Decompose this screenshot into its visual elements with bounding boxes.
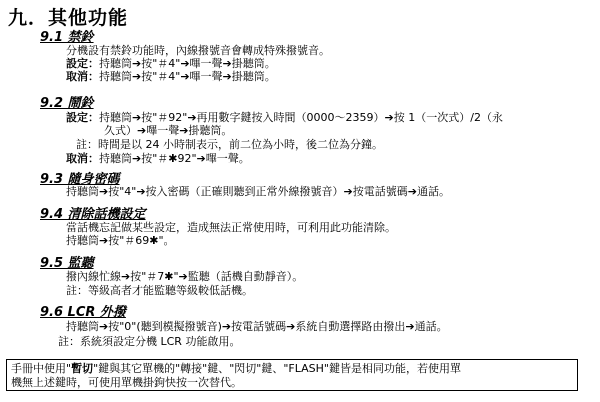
cancel-steps: 持聽筒➔按"＃4"➔嗶一聲➔掛聽筒。: [99, 70, 276, 83]
section-9-1-setting: [66, 57, 276, 70]
note-line-1: 手冊中使用"暫切"鍵與其它單機的"轉接"鍵、"閃切"鍵、"FLASH"鍵皆是相同功能，若使用單: [11, 362, 461, 375]
section-9-2-setting-cont: 久式）➔嗶一聲➔掛聽筒。: [104, 124, 233, 137]
section-title-9-1: 9.1 禁鈴: [40, 30, 94, 45]
setting-steps: 持聽筒➔按"＃92"➔再用數字鍵按入時間（0000～2359）➔按 1（一次式）/2（永: [99, 111, 503, 124]
section-title-9-6: 9.6 LCR 外撥: [40, 305, 126, 320]
section-9-4-steps: 持聽筒➔按"＃69✱"。: [66, 234, 175, 247]
section-title-9-3: 9.3 隨身密碼: [40, 172, 120, 187]
section-9-5-description: 撥內線忙線➔按"＃7✱"➔監聽（話機自動靜音）。: [66, 270, 304, 283]
note-line-2: 機無上述鍵時，可使用單機掛鉤快按一次替代。: [11, 376, 242, 389]
section-9-3-description: 持聽筒➔按"4"➔按入密碼（正確則聽到正常外線撥號音）➔按電話號碼➔通話。: [66, 185, 450, 198]
flash-key-note-box: [6, 359, 578, 391]
section-9-6-note: 註：系統須設定分機 LCR 功能啟用。: [58, 335, 241, 348]
setting-label: 設定：: [66, 111, 99, 124]
section-9-2-cancel: [66, 152, 250, 165]
section-9-2-note: 註：時間是以 24 小時制表示，前二位為小時，後二位為分鐘。: [76, 138, 383, 151]
section-9-4-description: 當話機忘記做某些設定，造成無法正常使用時，可利用此功能清除。: [66, 221, 396, 234]
section-title-9-4: 9.4 清除話機設定: [40, 207, 146, 222]
cancel-label: 取消：: [66, 70, 99, 83]
section-title-9-5: 9.5 監聽: [40, 256, 94, 271]
section-title-9-2: 9.2 鬧鈴: [40, 96, 94, 111]
flash-key-name: 暫切: [71, 362, 94, 375]
section-9-6-description: 持聽筒➔按"0"(聽到模擬撥號音)➔按電話號碼➔系統自動選擇路由撥出➔通話。: [66, 320, 448, 333]
cancel-steps: 持聽筒➔按"＃✱92"➔嗶一聲。: [99, 152, 250, 165]
section-9-1-cancel: [66, 70, 276, 83]
chapter-title: 九．其他功能: [8, 7, 129, 29]
setting-steps: 持聽筒➔按"＃4"➔嗶一聲➔掛聽筒。: [99, 57, 276, 70]
section-9-5-note: 註：等級高者才能監聽等級較低話機。: [66, 284, 253, 297]
setting-label: 設定：: [66, 57, 99, 70]
section-9-1-description: 分機設有禁鈴功能時，內線撥號音會轉成特殊撥號音。: [66, 44, 330, 57]
section-9-2-setting: [66, 111, 503, 124]
cancel-label: 取消：: [66, 152, 99, 165]
